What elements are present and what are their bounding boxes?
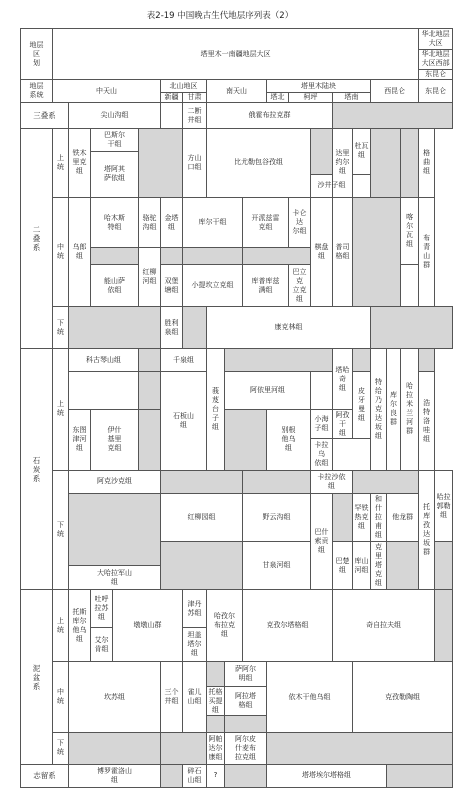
header-area: 地层 区 划	[21, 29, 53, 80]
gap-dev-middle-b	[207, 716, 225, 733]
unit-hejiqi: 和什 拉甫 组	[371, 493, 387, 541]
unit-buqinshan: 布青 山群	[419, 197, 435, 306]
unit-tahaqi: 塔哈奇 组	[333, 349, 353, 410]
unit-apaheda: 阿帕 达尔 康组	[207, 733, 225, 764]
unit-kazwa: 喀 尔 瓦 组	[401, 197, 419, 264]
gap-carb-upper-f	[139, 409, 161, 470]
gap-permian-upper-c	[371, 128, 401, 197]
unit-hanjiaqi: 罕铁 热克 组	[353, 493, 371, 541]
unit-halam: 哈 拉 米 兰 河 群	[401, 349, 419, 471]
unit-kalundar: 卡仑达 尔组	[289, 197, 311, 247]
unit-tuoleba: 托 库 孜 达 坂 群	[419, 470, 435, 590]
unit-saerbuka: 萨阿尔 明组	[225, 661, 267, 686]
unit-kalawu: 卡拉乌 依组	[311, 439, 333, 470]
unit-alaerta: 阿拉塔 格组	[225, 687, 267, 716]
unit-shajingzi: 沙井子组	[311, 174, 353, 197]
gap-carb-upper-c	[353, 349, 371, 372]
series-carb-upper: 上 统	[53, 349, 69, 471]
unit-hamasi: 哈木斯 特组	[91, 197, 139, 247]
unit-biexi: 别根 他乌 组	[267, 409, 311, 470]
unit-jianduo: 津丹 苏组	[183, 590, 207, 628]
series-carb-lower: 下 统	[53, 470, 69, 590]
unit-shengli: 胜利 泉组	[161, 307, 183, 349]
gap-sil-a	[161, 764, 183, 787]
unit-wuji: 坦盖 塔尔 组	[183, 628, 207, 662]
series-dev-upper: 上 统	[53, 590, 69, 661]
header-dongkunlun: 东昆仑	[419, 69, 453, 79]
header-tarim-region: 塔里木一南疆地层大区	[53, 29, 419, 80]
unit-dongtu: 东图 津河 组	[69, 409, 91, 470]
unit-gedi: 格曲 组	[419, 128, 435, 197]
unit-akeshakeg: 阿克沙克组	[69, 470, 161, 493]
unit-dalijiu: 达里 约尔 组	[333, 128, 353, 197]
unit-tuluge: 吐呼 拉苏 组	[91, 590, 113, 628]
unit-ayitiake: 阿依里河组	[225, 372, 311, 410]
unit-tuosi: 托斯 库尔 他乌 组	[69, 590, 91, 661]
header-north-china-west: 华北地层 大区西部	[419, 49, 453, 69]
gap-carb-upper-g	[225, 409, 267, 470]
unit-kejiqin: 科古琴山组	[69, 349, 139, 372]
unit-tuotuo: 托格 买提 组	[207, 687, 225, 716]
unit-hajikonglake: 哈孜尔 布拉克 组	[207, 590, 243, 661]
gap-permian-middle-c	[161, 248, 183, 265]
unit-shuangbao: 双堡 塘组	[161, 265, 183, 307]
unit-kelipu: 克里 塔克 组	[371, 542, 387, 590]
unit-pipam: 皮 牙 曼 组	[353, 372, 371, 439]
unit-empty-1	[161, 103, 183, 128]
unit-halaqi: 哈拉 郭勒 组	[435, 470, 453, 541]
unit-yishi: 伊什 基里 克组	[91, 409, 139, 470]
series-permian-lower: 下 统	[53, 307, 69, 349]
unit-suishi: 碎石 山组	[183, 764, 207, 787]
gap-carb-upper-d	[419, 349, 435, 372]
unit-aoyibulake: 俄霍布拉克群	[207, 103, 333, 128]
unit-dahalajun: 大哈拉军山 组	[69, 566, 161, 590]
unit-pusi: 普司 格组	[333, 197, 353, 306]
series-permian-upper: 上 统	[53, 128, 69, 197]
system-permian: 二 叠 系	[21, 128, 53, 348]
gap-carb-lower-g	[387, 542, 419, 590]
unit-boluohuoluo: 博罗霍洛山 组	[69, 764, 161, 787]
unit-kupukur: 库普库兹 满组	[243, 265, 289, 307]
unit-ganquan: 甘泉河组	[243, 542, 311, 590]
gap-permian-lower-c	[371, 307, 453, 349]
unit-erduanjing: 二断 井组	[183, 103, 207, 128]
unit-bachukesu: 巴什 索贡 组	[311, 493, 333, 590]
gap-permian-lower-b	[183, 307, 207, 349]
header-system: 地层 系统	[21, 80, 53, 103]
unit-xiaohaizi-top	[311, 372, 333, 410]
unit-shibanshan: 石板山 组	[161, 372, 207, 471]
header-tainan: 塔南	[333, 93, 371, 103]
unit-wulapo: 乌郎 组	[69, 197, 91, 306]
series-permian-middle: 中 统	[53, 197, 69, 306]
unit-tatag: 塔塔埃尔塔格组	[267, 764, 387, 787]
gap-carb-lower-h	[435, 542, 453, 590]
header-tianshan: 中天山	[53, 80, 161, 103]
gap-carb-upper-b	[225, 349, 333, 372]
gap-permian-lower-a	[69, 307, 161, 349]
unit-hongshiiao: 红柳园组	[161, 493, 243, 541]
header-north-china: 华北地层 大区	[419, 29, 453, 50]
gap-permian-middle	[353, 197, 401, 306]
header-taibei: 塔北	[267, 93, 289, 103]
header-tarim-block: 塔里木陆块	[267, 80, 371, 93]
table-title: 表2-19 中国晚古生代地层序列表（2）	[146, 11, 294, 21]
unit-biyoule: 比尤勒包谷孜组	[207, 128, 311, 197]
gap-triassic	[333, 103, 453, 128]
series-dev-middle: 中 统	[53, 661, 69, 732]
header-beishan: 北山地区	[161, 80, 207, 93]
gap-carb-upper-a	[139, 349, 161, 372]
gap-carb-lower-a	[161, 470, 243, 493]
header-kalpin: 柯坪	[289, 93, 333, 103]
unit-kezilechen: 克孜勒陶组	[353, 661, 453, 732]
unit-xiebaoshan: 墩墩山群	[113, 590, 183, 661]
unit-kejiqin-b	[69, 372, 139, 410]
gap-permian-upper-b	[311, 128, 333, 174]
gap-carb-lower-b	[243, 470, 311, 493]
unit-tiemaili: 铁木 里克 组	[69, 128, 91, 197]
gap-permian-middle-d	[183, 248, 243, 265]
unit-duwa: 杜瓦 组	[353, 128, 371, 174]
gap-carb-upper-e	[139, 372, 161, 410]
header-nantianshan: 南天山	[207, 80, 267, 103]
unit-hongliuhe: 红柳 河组	[139, 248, 161, 307]
gap-dev-upper	[435, 590, 453, 661]
gap-dev-lower-a	[69, 733, 161, 764]
header-dongkunlun-2: 东昆仑	[419, 80, 453, 103]
unit-nengshan: 能山萨 依组	[91, 265, 139, 307]
unit-unknown: ?	[207, 764, 225, 787]
header-xinjiang: 新疆	[161, 93, 183, 103]
system-triassic: 三叠系	[21, 103, 69, 128]
unit-qianfo: 千泉组	[161, 349, 207, 372]
series-dev-lower: 下 统	[53, 733, 69, 764]
header-gansu: 甘肃	[183, 93, 207, 103]
stratigraphy-table	[20, 28, 453, 788]
gap-dev-lower-b	[161, 733, 207, 764]
unit-qizibalasi: 奇自拉夫组	[333, 590, 435, 661]
unit-haoteluowa: 浩特 洛哇 组	[419, 372, 435, 471]
unit-kuepuqi: 库尔干组	[183, 197, 243, 247]
unit-qipan: 棋盘 组	[311, 197, 333, 306]
unit-xiaohaizi: 小海子组	[311, 409, 333, 438]
gap-dev-lower-c	[267, 733, 453, 764]
unit-taeraqi: 塔阿其 萨依组	[91, 151, 139, 197]
gap-permian-middle-b	[91, 248, 139, 265]
unit-kalawu-b	[333, 439, 371, 470]
gap-permian-upper-a	[139, 128, 183, 197]
unit-jiaozigou: 骆驼 沟组	[139, 197, 161, 247]
unit-queershan: 雀儿 山组	[183, 661, 207, 732]
unit-yeyungou: 野云沟组	[243, 493, 311, 541]
unit-bachugroup: 巴楚组	[333, 542, 353, 590]
unit-yiertala: 依木干他乌组	[267, 661, 353, 732]
unit-jinta: 金塔 组	[161, 197, 183, 247]
gap-carb-lower-d	[69, 493, 161, 565]
unit-keziertage: 克孜尔塔格组	[243, 590, 333, 661]
unit-jianshan: 尖山沟组	[69, 103, 161, 128]
unit-aiergan: 艾尔 肯组	[91, 628, 113, 662]
system-devonian: 泥 盆 系	[21, 590, 53, 764]
gap-permian-upper-d	[401, 128, 419, 197]
gap-dev-middle-a	[207, 661, 225, 686]
system-carboniferous: 石 炭 系	[21, 349, 53, 590]
system-silurian: 志留系	[21, 764, 69, 787]
unit-tetuo: 特 给 乃 克 达 坂 组	[371, 349, 387, 471]
unit-kalashaloga: 卡拉沙依 组	[311, 470, 353, 493]
unit-balitag: 巴立克 立克组	[289, 265, 311, 307]
gap-dev-middle-c	[225, 716, 267, 733]
header-xikunlun: 西昆仑	[371, 80, 419, 103]
unit-bayingou: 莪 芨 台 子 组	[207, 349, 225, 471]
unit-sangejing: 三个 井组	[161, 661, 183, 732]
gap-permian-middle-e	[243, 248, 311, 265]
unit-xiaotiq: 小提坎立克组	[183, 265, 243, 307]
unit-kaipai: 开派兹雷 克组	[243, 197, 289, 247]
unit-aerpigaogou: 阿尔皮 什麦布 拉克组	[225, 733, 267, 764]
unit-kuer: 库 尔 良 群	[387, 349, 401, 471]
gap-carb-lower-f	[161, 542, 243, 590]
unit-balesi: 巴斯尔 干组	[91, 128, 139, 151]
unit-tuosuo: 坎苏组	[69, 661, 161, 732]
gap-carb-lower-e	[333, 493, 353, 541]
unit-kangkelin: 康克林组	[207, 307, 371, 349]
gap-carb-lower-c	[353, 470, 419, 493]
unit-fangshankou: 方山 口组	[183, 128, 207, 197]
unit-zhanabai: 他龙群	[387, 493, 419, 541]
gap-sil-b	[225, 764, 267, 787]
gap-sil-c	[387, 764, 453, 787]
unit-akezisha: 阿孜干 组	[333, 409, 353, 438]
unit-kukumu: 库山 河组	[353, 542, 371, 590]
